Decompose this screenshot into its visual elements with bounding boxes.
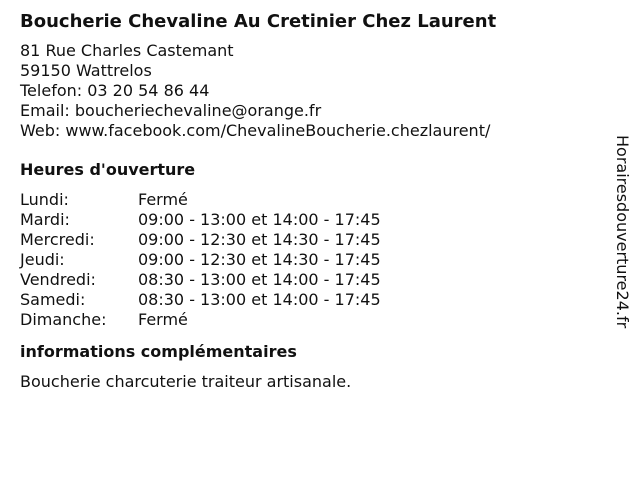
site-watermark [612, 135, 632, 345]
address-block [20, 41, 600, 141]
day-label: Mercredi: [20, 230, 95, 249]
hours-row-saturday [20, 290, 600, 310]
day-label: Vendredi: [20, 270, 96, 289]
additional-info-text: Boucherie charcuterie traiteur artisanale. [20, 372, 352, 391]
site-watermark-text: Horairesdouverture24.fr [613, 135, 632, 329]
day-label: Jeudi: [20, 250, 65, 269]
hours-row-monday [20, 190, 600, 210]
day-hours: 08:30 - 13:00 et 14:00 - 17:45 [138, 270, 381, 289]
opening-hours-heading: Heures d'ouverture [20, 160, 196, 179]
hours-row-thursday [20, 250, 600, 270]
business-name: Boucherie Chevaline Au Cretinier Chez Laurent [20, 11, 497, 32]
city-postal: 59150 Wattrelos [20, 61, 152, 80]
day-hours: 09:00 - 12:30 et 14:30 - 17:45 [138, 230, 381, 249]
opening-hours-table [20, 190, 600, 330]
day-label: Samedi: [20, 290, 86, 309]
day-hours: Fermé [138, 310, 188, 329]
hours-row-tuesday [20, 210, 600, 230]
hours-row-wednesday [20, 230, 600, 250]
day-hours: 08:30 - 13:00 et 14:00 - 17:45 [138, 290, 381, 309]
street-address: 81 Rue Charles Castemant [20, 41, 234, 60]
day-label: Mardi: [20, 210, 70, 229]
hours-row-sunday [20, 310, 600, 330]
additional-info-heading: informations complémentaires [20, 342, 297, 361]
website-url: Web: www.facebook.com/ChevalineBoucherie.chezlaurent/ [20, 121, 491, 140]
business-card [20, 10, 600, 392]
day-hours: Fermé [138, 190, 188, 209]
day-label: Dimanche: [20, 310, 107, 329]
email-address: Email: boucheriechevaline@orange.fr [20, 101, 322, 120]
day-hours: 09:00 - 13:00 et 14:00 - 17:45 [138, 210, 381, 229]
phone-number: Telefon: 03 20 54 86 44 [20, 81, 210, 100]
hours-row-friday [20, 270, 600, 290]
day-label: Lundi: [20, 190, 69, 209]
day-hours: 09:00 - 12:30 et 14:30 - 17:45 [138, 250, 381, 269]
